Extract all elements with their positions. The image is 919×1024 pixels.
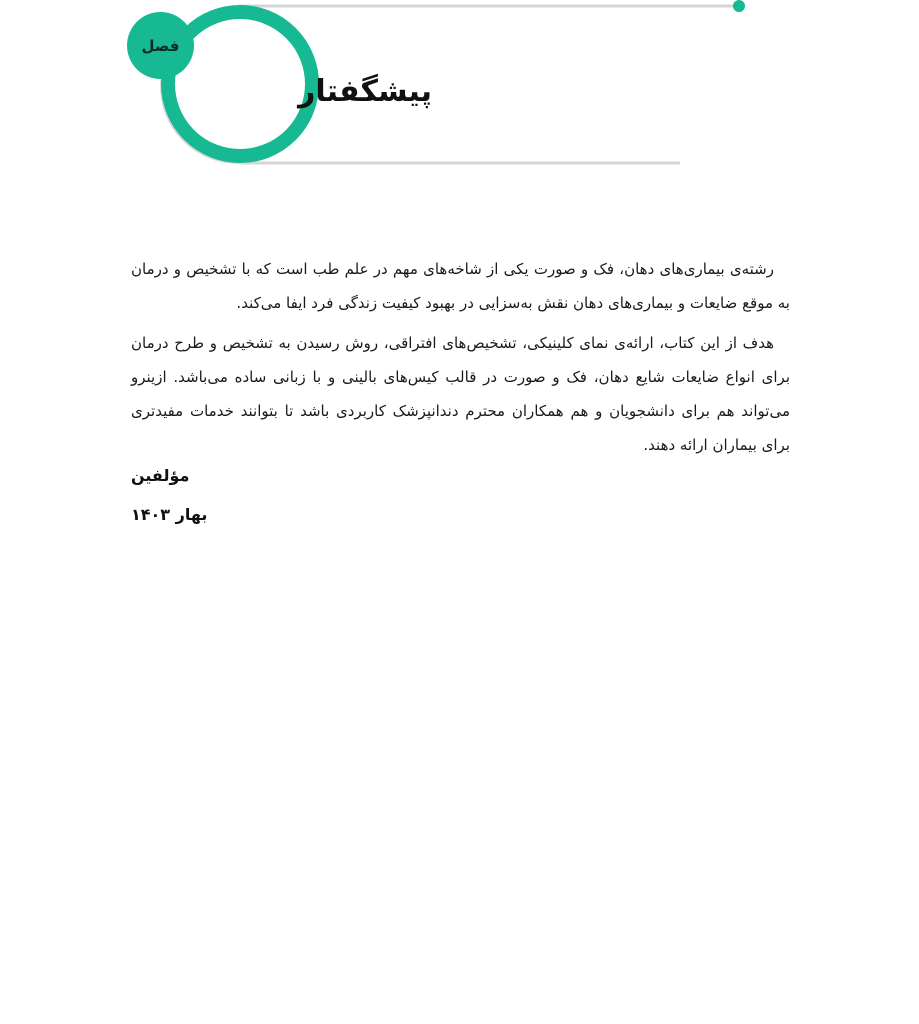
authors-signature: مؤلفین [131,466,190,485]
chapter-badge [127,12,194,79]
date-signature: بهار ۱۴۰۳ [131,505,208,524]
header-line-dot [733,0,745,12]
paragraph-purpose: هدف از این کتاب، ارائه‌ی نمای کلینیکی، تشخیص‌های افتراقی، روش رسیدن به تشخیص و طرح درمان برای انواع ضایعات شایع دهان، فک و صورت در قالب کیس‌های بالینی و با زبانی ساده می‌باشد. ازینرو می‌تواند هم برای دانشجویان و هم همکاران محترم دندانپزشک کاربردی باشد تا بتوانند خدمات مفیدتری برای بیماران ارائه دهند. [131,334,790,454]
page-title: پیشگفتار [298,74,432,109]
preface-body [131,252,790,468]
paragraph-intro: رشته‌ی بیماری‌های دهان، فک و صورت یکی از شاخه‌های مهم در علم طب است که با تشخیص و درمان به موقع ضایعات و بیماری‌های دهان نقش به‌سزایی در بهبود کیفیت زندگی فرد ایفا می‌کند. [131,260,790,312]
chapter-label: فصل [141,36,180,55]
